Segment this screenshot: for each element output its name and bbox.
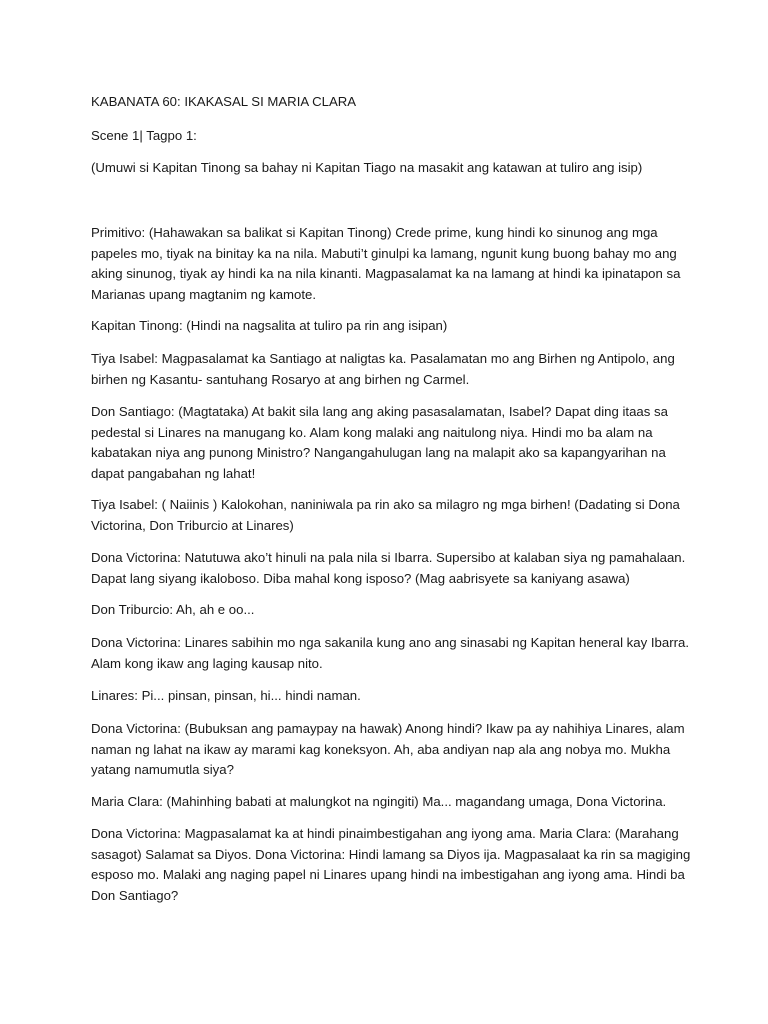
stage-direction: (Umuwi si Kapitan Tinong sa bahay ni Kapitan Tiago na masakit ang katawan at tuliro ang isip): [91, 160, 643, 175]
document-title: KABANATA 60: IKAKASAL SI MARIA CLARA: [91, 94, 357, 109]
dialogue-paragraph: Dona Victorina: Natutuwa ako’t hinuli na pala nila si Ibarra. Supersibo at kalaban siya ng pamahalaan. Dapat lang siyang ikaloboso. Diba mahal kong isposo? (Mag aabrisyete sa kaniyang asawa): [91, 550, 686, 586]
dialogue-paragraph: Linares: Pi... pinsan, pinsan, hi... hindi naman.: [91, 688, 361, 703]
dialogue-paragraph: Don Santiago: (Magtataka) At bakit sila lang ang aking pasasalamatan, Isabel? Dapat ding itaas sa pedestal si Linares na manugang ko. Alam kong malaki ang naitulong niya. Hindi mo ba alam na kabatakan niya ang punong Ministro? Nangangahulugan lang na malapit ako sa kapangyarihan na dapat pangabahan ng lahat!: [91, 404, 668, 481]
dialogue-paragraph: Dona Victorina: Linares sabihin mo nga sakanila kung ano ang sinasabi ng Kapitan heneral kay Ibarra. Alam kong ikaw ang laging kausap nito.: [91, 635, 689, 671]
dialogue-paragraph: Maria Clara: (Mahinhing babati at malungkot na ngingiti) Ma... magandang umaga, Dona Victorina.: [91, 794, 667, 809]
dialogue-paragraph: Primitivo: (Hahawakan sa balikat si Kapitan Tinong) Crede prime, kung hindi ko sinunog ang mga papeles mo, tiyak na binitay ka na nila. Mabuti’t ginulpi ka lamang, ngunit kung buong bahay mo ang aking sinunog, tiyak ay hindi ka na nila kinanti. Magpasalamat ka na lamang at hindi ka ipinatapon sa Marianas upang magtanim ng kamote.: [91, 225, 681, 302]
dialogue-paragraph: Tiya Isabel: ( Naiinis ) Kalokohan, naniniwala pa rin ako sa milagro ng mga birhen! (Dadating si Dona Victorina, Don Triburcio at Linares): [91, 497, 680, 533]
dialogue-paragraph: Dona Victorina: (Bubuksan ang pamaypay na hawak) Anong hindi? Ikaw pa ay nahihiya Linares, alam naman ng lahat na ikaw ay marami kag koneksyon. Ah, aba andiyan nap ala ang nobya mo. Mukha yatang namumutla siya?: [91, 721, 685, 777]
dialogue-paragraph: Don Triburcio: Ah, ah e oo...: [91, 602, 255, 617]
scene-heading: Scene 1| Tagpo 1:: [91, 128, 197, 143]
dialogue-paragraph: Kapitan Tinong: (Hindi na nagsalita at tuliro pa rin ang isipan): [91, 318, 448, 333]
dialogue-paragraph: Dona Victorina: Magpasalamat ka at hindi pinaimbestigahan ang iyong ama. Maria Clara: (Marahang sasagot) Salamat sa Diyos. Dona Victorina: Hindi lamang sa Diyos ija. Magpasalaat ka rin sa magiging esposo mo. Malaki ang naging papel ni Linares upang hindi na imbestigahan ang iyong ama. Hindi ba Don Santiago?: [91, 826, 691, 903]
dialogue-paragraph: Tiya Isabel: Magpasalamat ka Santiago at naligtas ka. Pasalamatan mo ang Birhen ng Antipolo, ang birhen ng Kasantu- santuhang Rosaryo at ang birhen ng Carmel.: [91, 351, 675, 387]
